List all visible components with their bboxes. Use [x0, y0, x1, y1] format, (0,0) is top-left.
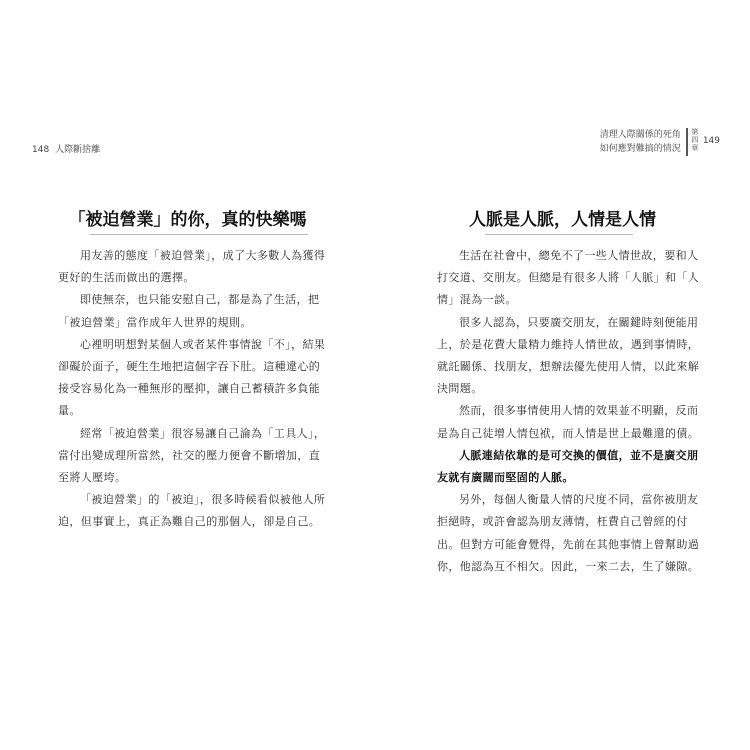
paragraph: 經常「被迫營業」很容易讓自己淪為「工具人」，當付出變成理所當然，社交的壓力便會不斷增加，直至將人壓垮。 [58, 426, 326, 485]
running-header-left [32, 142, 100, 155]
body-text-right [437, 245, 709, 578]
section-heading-left: 「被迫營業」的你，真的快樂嗎 [68, 210, 307, 230]
paragraph: 用友善的態度「被迫營業」，成了大多數人為獲得更好的生活而做出的選擇。 [58, 249, 326, 285]
page-number-left: 148 [32, 145, 50, 155]
running-title-right [600, 128, 681, 156]
chapter-label: 第四章 [691, 128, 699, 152]
section-heading-right: 人脈是人脈，人情是人情 [469, 210, 656, 230]
paragraph-emphasis: 人脈連結依靠的是可交換的價值，並不是廣交朋友就有廣闊而堅固的人脈。 [437, 448, 699, 485]
running-title-line-2: 如何應對難搞的情況 [599, 144, 681, 154]
paragraph: 即使無奈，也只能安慰自己，都是為了生活，把「被迫營業」當作成年人世界的規則。 [58, 293, 320, 329]
body-text-left [58, 245, 328, 534]
heading-underline-right [485, 234, 633, 235]
paragraph: 然而，很多事情使用人情的效果並不明顯，反而是為自己徒增人情包袱，而人情是世上最難還的債。 [437, 404, 700, 440]
paragraph: 「被迫營業」的「被迫」，很多時候看似被他人所迫，但事實上，真正為難自己的那個人，卻是自己。 [58, 493, 326, 529]
running-title-left: 人際斷捨離 [55, 145, 101, 155]
right-page [375, 0, 750, 750]
running-title-line-1: 清理人際關係的死角 [599, 130, 681, 140]
header-divider-bar [686, 128, 688, 156]
heading-underline-left [90, 234, 308, 235]
paragraph: 心裡明明想對某個人或者某件事情說「不」，結果卻礙於面子，硬生生地把這個字吞下肚。這種違心的接受容易化為一種無形的壓抑，讓自己蓄積許多負能量。 [58, 337, 326, 418]
running-header-right [600, 128, 720, 158]
paragraph: 生活在社會中，總免不了一些人情世故，要和人打交道、交朋友。但總是有很多人將「人脈」和「人情」混為一談。 [437, 249, 700, 307]
paragraph: 很多人認為，只要廣交朋友，在關鍵時刻便能用上，於是花費大量精力維持人情世故，遇到事情時，就託關係、找朋友，想辦法優先使用人情，以此來解決問題。 [437, 315, 700, 396]
paragraph: 另外，每個人衡量人情的尺度不同，當你被朋友拒絕時，或許會認為朋友薄情，枉費自己曾經的付出。但對方可能會覺得，先前在其他事情上曾幫助過你，他認為互不相欠。因此，一來二去，生了嫌隙。 [437, 493, 700, 573]
page-number-right: 149 [702, 136, 720, 146]
